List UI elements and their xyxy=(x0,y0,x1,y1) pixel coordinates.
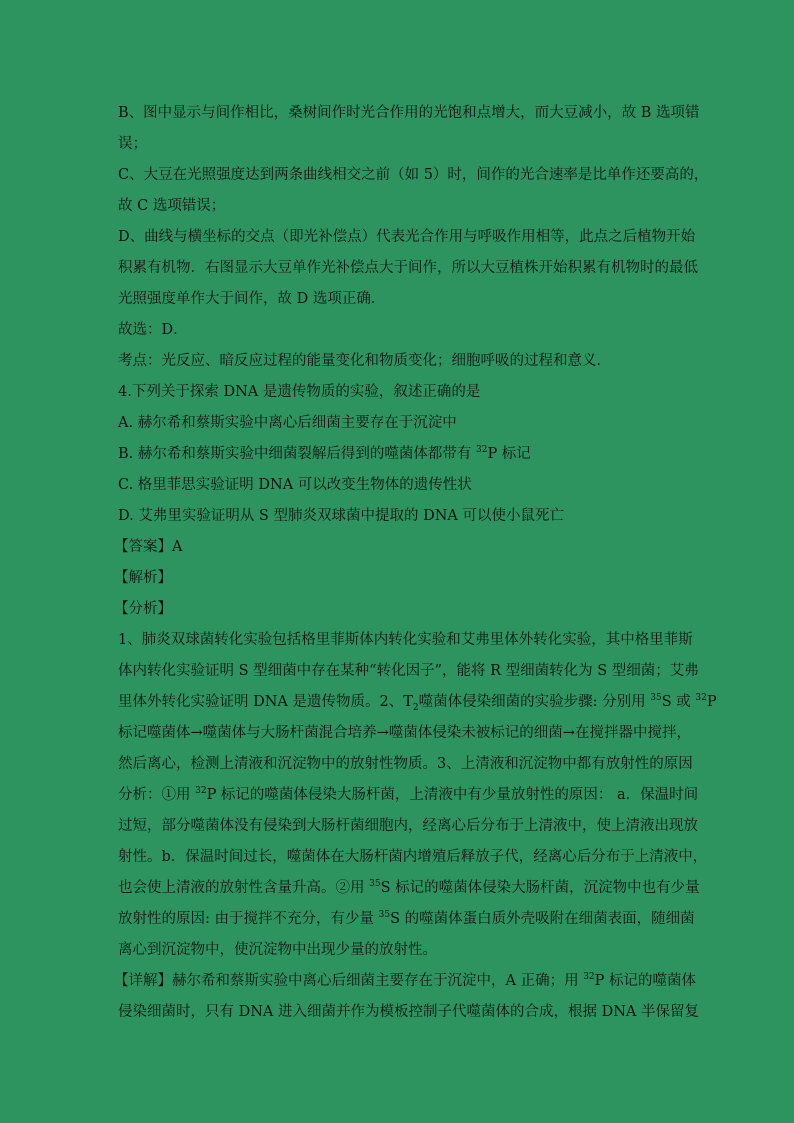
text-line xyxy=(118,873,700,904)
text-run: P 标记的噬菌体侵染大肠杆菌，上清液中有少量放射性的原因： a．保温时间 xyxy=(206,787,699,803)
text-run: P 标记的噬菌体 xyxy=(594,973,697,989)
text-run: 里体外转化实验证明 DNA 是遗传物质。2、T xyxy=(118,694,413,710)
option-d: D. 艾弗里实验证明从 S 型肺炎双球菌中提取的 DNA 可以使小鼠死亡 xyxy=(118,508,564,524)
text-line: 考点：光反应、暗反应过程的能量变化和物质变化；细胞呼吸的过程和意义． xyxy=(118,353,611,369)
text-run: 放射性的原因: 由于搅拌不充分，有少量 xyxy=(118,911,379,927)
superscript: 32 xyxy=(475,445,488,456)
superscript: 32 xyxy=(195,786,207,797)
text-line: 光照强度单作大于间作，故 D 选项正确． xyxy=(118,291,386,307)
superscript: 35 xyxy=(650,693,662,704)
text-line xyxy=(118,904,695,935)
text-run: S 的噬菌体蛋白质外壳吸附在细菌表面，随细菌 xyxy=(390,911,695,927)
option-c: C. 格里菲思实验证明 DNA 可以改变生物体的遗传性状 xyxy=(118,477,472,493)
document-body xyxy=(114,98,717,1028)
text-line: 过短，部分噬菌体没有侵染到大肠杆菌细胞内，经离心后分布于上清液中，使上清液出现放 xyxy=(118,818,698,834)
analysis-heading: 【解析】 xyxy=(114,570,172,586)
analysis-subheading: 【分析】 xyxy=(114,601,172,617)
text-line: 积累有机物．右图显示大豆单作光补偿点大于间作，所以大豆植株开始积累有机物时的最低 xyxy=(118,260,698,276)
text-line xyxy=(118,780,699,811)
text-line: 误； xyxy=(118,136,147,152)
text-line: 标记噬菌体→噬菌体与大肠杆菌混合培养→噬菌体侵染未被标记的细菌→在搅拌器中搅拌， xyxy=(118,725,691,741)
text-run: P xyxy=(706,694,717,710)
text-line: 故选：D． xyxy=(118,322,188,338)
text-run: S 或 xyxy=(661,694,696,710)
text-line: C、大豆在光照强度达到两条曲线相交之前（如 5）时，间作的光合速率是比单作还要高的， xyxy=(118,167,709,183)
text-run: B. 赫尔希和蔡斯实验中细菌裂解后得到的噬菌体都带有 xyxy=(118,446,476,462)
text-run: P 标记 xyxy=(487,446,531,462)
text-line: 故 C 选项错误； xyxy=(118,198,226,214)
option-a: A. 赫尔希和蔡斯实验中离心后细菌主要存在于沉淀中 xyxy=(118,415,457,431)
superscript: 32 xyxy=(695,693,707,704)
option-b xyxy=(118,439,676,470)
text-line: 离心到沉淀物中，使沉淀物中出现少量的放射性。 xyxy=(118,942,437,958)
text-run: S 标记的噬菌体侵染大肠杆菌，沉淀物中也有少量 xyxy=(380,880,700,896)
subscript: 2 xyxy=(412,702,419,713)
answer-heading: 【答案】A xyxy=(114,539,183,555)
text-line: 1、肺炎双球菌转化实验包括格里菲斯体内转化实验和艾弗里体外转化实验，其中格里菲斯 xyxy=(118,632,693,648)
superscript: 32 xyxy=(583,972,595,983)
text-run: 分析：①用 xyxy=(118,787,196,803)
question-stem: 4.下列关于探索 DNA 是遗传物质的实验，叙述正确的是 xyxy=(118,384,481,400)
text-line: 然后离心，检测上清液和沉淀物中的放射性物质。3、上清液和沉淀物中都有放射性的原因 xyxy=(118,756,693,772)
text-line: 体内转化实验证明 S 型细菌中存在某种“转化因子”，能将 R 型细菌转化为 S 型细菌；艾弗 xyxy=(118,663,699,679)
text-line: B、图中显示与间作相比，桑树间作时光合作用的光饱和点增大，而大豆减小，故 B 选项错 xyxy=(118,105,700,121)
text-line: 射性。b．保温时间过长，噬菌体在大肠杆菌内增殖后释放子代，经离心后分布于上清液中， xyxy=(118,849,708,865)
text-line xyxy=(118,687,717,718)
superscript: 35 xyxy=(378,910,391,921)
text-run: 也会使上清液的放射性含量升高。②用 xyxy=(118,880,370,896)
text-run: 【详解】赫尔希和蔡斯实验中离心后细菌主要存在于沉淀中，A 正确；用 xyxy=(114,973,584,989)
text-run: 噬菌体侵染细菌的实验步骤: 分别用 xyxy=(418,694,651,710)
detail-heading-line xyxy=(114,966,697,997)
text-line: D、曲线与横坐标的交点（即光补偿点）代表光合作用与呼吸作用相等，此点之后植物开始 xyxy=(118,229,696,245)
text-line: 侵染细菌时，只有 DNA 进入细菌并作为模板控制子代噬菌体的合成，根据 DNA 半保留复 xyxy=(118,1004,700,1020)
superscript: 35 xyxy=(369,879,381,890)
